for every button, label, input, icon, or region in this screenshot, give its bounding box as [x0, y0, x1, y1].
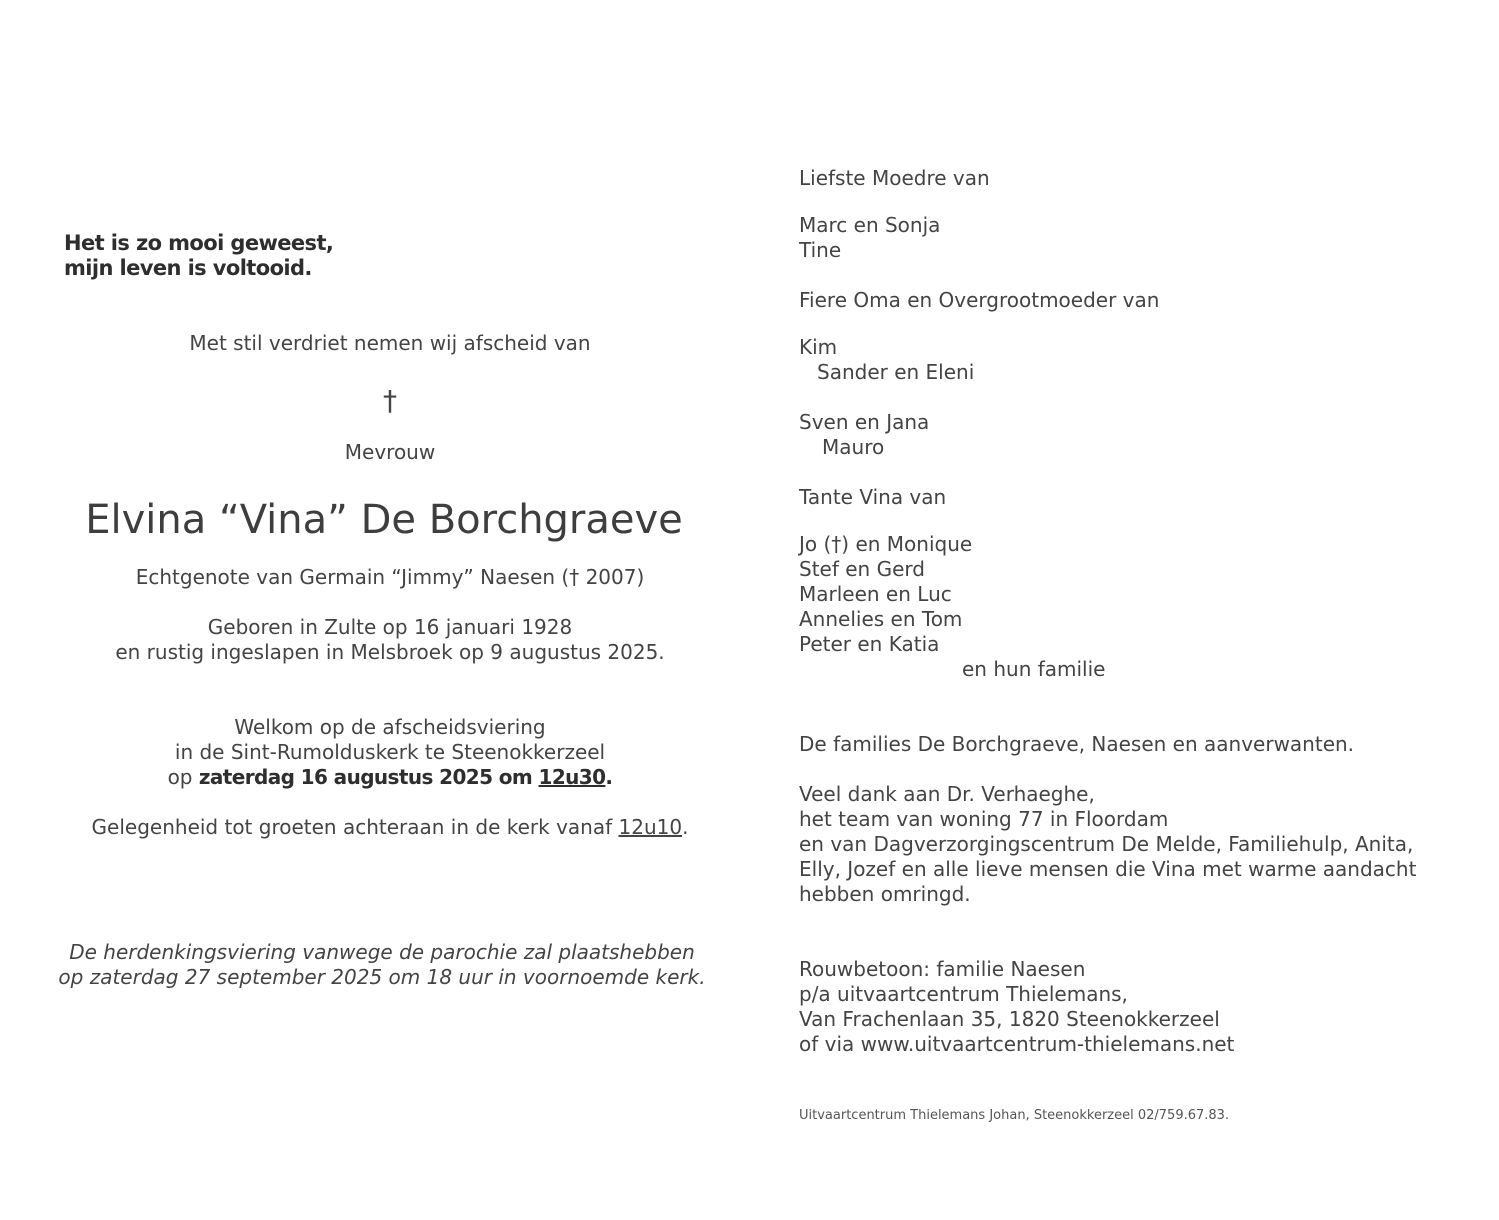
- ceremony-line-3: [40, 765, 740, 790]
- thanks-block: [799, 782, 1416, 907]
- motto-line-2: mijn leven is voltooid.: [64, 256, 312, 280]
- ceremony-suffix: .: [605, 765, 613, 789]
- motto-line-1: Het is zo mooi geweest,: [64, 231, 334, 255]
- grandchildren-group-2: [799, 410, 929, 460]
- condolence-text: Gelegenheid tot groeten achteraan in de kerk vanaf: [91, 815, 619, 839]
- thanks-line: het team van woning 77 in Floordam: [799, 807, 1169, 831]
- ceremony-date: zaterdag 16 augustus 2025 om: [198, 765, 539, 789]
- birth-line-2: en rustig ingeslapen in Melsbroek op 9 augustus 2025.: [115, 640, 665, 664]
- address-line: Rouwbetoon: familie Naesen: [799, 957, 1086, 981]
- condolence-info: [40, 815, 740, 840]
- grandmother-heading: Fiere Oma en Overgrootmoeder van: [799, 288, 1160, 312]
- birth-info: [40, 615, 740, 665]
- funeral-home-footer: Uitvaartcentrum Thielemans Johan, Steenokkerzeel 02/759.67.83.: [799, 1108, 1230, 1123]
- child-item: Marc en Sonja: [799, 213, 941, 237]
- salutation: Mevrouw: [344, 440, 436, 464]
- deceased-name: Elvina “Vina” De Borchgraeve: [85, 497, 683, 543]
- address-line: Van Frachenlaan 35, 1820 Steenokkerzeel: [799, 1007, 1220, 1031]
- nephew-item: Marleen en Luc: [799, 582, 952, 606]
- ceremony-info: [40, 715, 740, 790]
- mother-heading: Liefste Moedre van: [799, 166, 990, 190]
- ceremony-time: 12u30: [538, 765, 606, 789]
- grandchildren-group-1: [799, 335, 974, 385]
- ceremony-line-2: in de Sint-Rumolduskerk te Steenokkerzeel: [174, 740, 606, 764]
- ceremony-prefix: op: [167, 765, 199, 789]
- nephews-list: [799, 532, 1105, 682]
- birth-line-1: Geboren in Zulte op 16 januari 1928: [207, 615, 573, 639]
- thanks-line: Elly, Jozef en alle lieve mensen die Vina met warme aandacht: [799, 857, 1417, 881]
- announcement: Met stil verdriet nemen wij afscheid van: [189, 331, 591, 355]
- cross-icon: †: [383, 384, 397, 417]
- thanks-line: Veel dank aan Dr. Verhaeghe,: [799, 782, 1095, 806]
- children-list: [799, 213, 940, 263]
- mourning-address: [799, 957, 1234, 1057]
- grandchild-item: Sven en Jana: [799, 410, 930, 434]
- families-line: De families De Borchgraeve, Naesen en aanverwanten.: [799, 732, 1355, 756]
- grandchild-item: Kim: [799, 335, 838, 359]
- address-line: p/a uitvaartcentrum Thielemans,: [799, 982, 1128, 1006]
- condolence-time: 12u10: [618, 815, 683, 839]
- memorial-line-1: De herdenkingsviering vanwege de parochie zal plaatshebben: [69, 940, 695, 964]
- condolence-suffix: .: [682, 815, 689, 839]
- great-grandchild-item: Sander en Eleni: [817, 360, 975, 384]
- nephew-item: Stef en Gerd: [799, 557, 925, 581]
- their-family: en hun familie: [962, 657, 1106, 681]
- spouse-line: Echtgenote van Germain “Jimmy” Naesen († 2007): [135, 565, 645, 589]
- memorial-info: [32, 940, 732, 990]
- great-grandchild-item: Mauro: [822, 435, 885, 459]
- child-item: Tine: [799, 238, 842, 262]
- nephew-item: Annelies en Tom: [799, 607, 963, 631]
- nephew-item: Peter en Katia: [799, 632, 940, 656]
- thanks-line: en van Dagverzorgingscentrum De Melde, Familiehulp, Anita,: [799, 832, 1414, 856]
- address-line: of via www.uitvaartcentrum-thielemans.net: [799, 1032, 1235, 1056]
- memorial-line-2: op zaterdag 27 september 2025 om 18 uur in voornoemde kerk.: [58, 965, 706, 989]
- motto: [64, 231, 333, 281]
- ceremony-line-1: Welkom op de afscheidsviering: [234, 715, 546, 739]
- aunt-heading: Tante Vina van: [799, 485, 947, 509]
- thanks-line: hebben omringd.: [799, 882, 971, 906]
- nephew-item: Jo (†) en Monique: [799, 532, 973, 556]
